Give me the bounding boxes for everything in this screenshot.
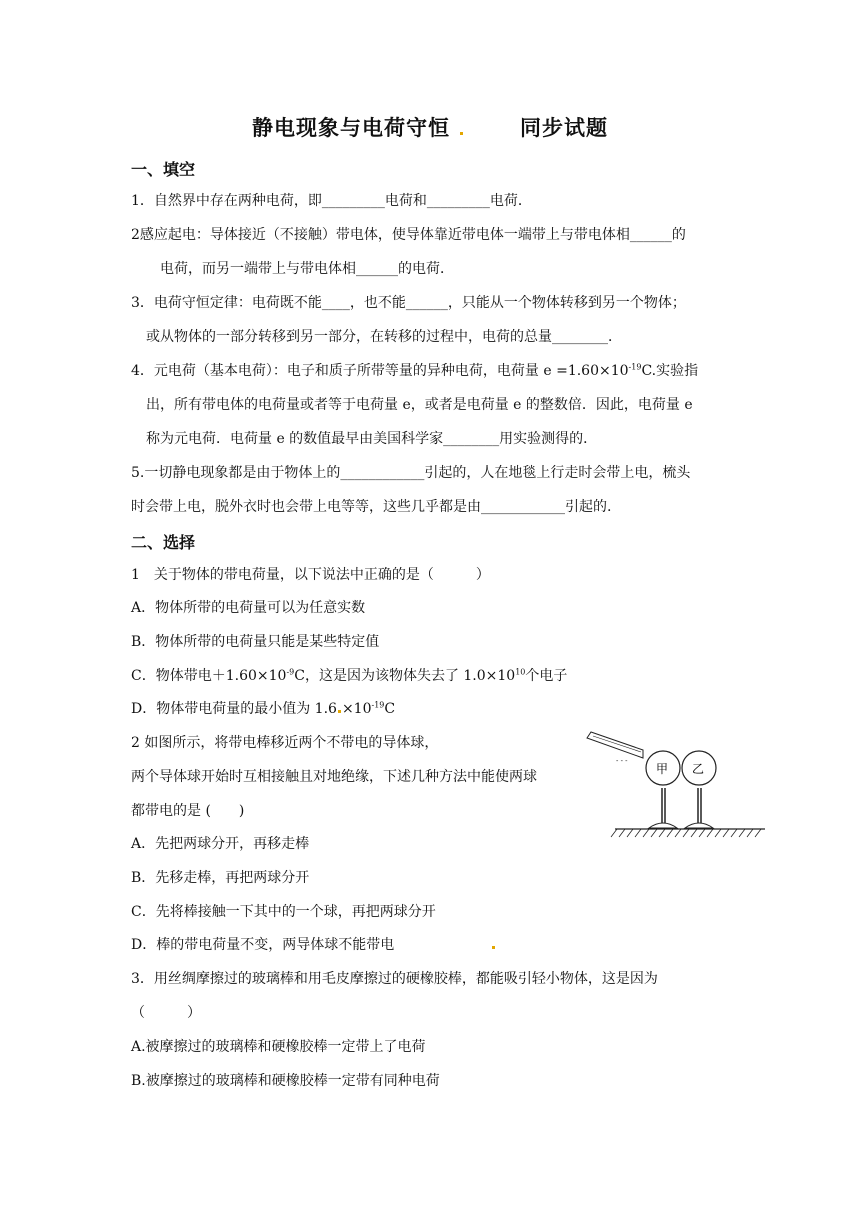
choice-q1-option-c <box>131 666 567 686</box>
c-text-b: C，这是因为该物体失去了 1.0×10 <box>294 668 516 684</box>
q4-exponent: -19 <box>628 362 642 372</box>
fill-q2-line2: 电荷，而另一端带上与带电体相______的电荷． <box>160 261 454 277</box>
fill-q3-line2: 或从物体的一部分转移到另一部分，在转移的过程中，电荷的总量________． <box>146 329 622 345</box>
choice-q1-option-a: A．物体所带的电荷量可以为任意实数 <box>131 600 366 616</box>
q4-text-b: C.实验指 <box>641 363 699 379</box>
fill-q5-line2: 时会带上电，脱外衣时也会带上电等等，这些几乎都是由____________引起的. <box>131 499 612 515</box>
choice-q2-line3: 都带电的是 ( ) <box>131 803 245 819</box>
fill-q2-line1: 2感应起电：导体接近（不接触）带电体，使导体靠近带电体一端带上与带电体相______的 <box>131 227 686 243</box>
title-main: 静电现象与电荷守恒 <box>252 116 450 140</box>
choice-q2-option-a: A．先把两球分开，再移走棒 <box>131 836 310 852</box>
mark-dot <box>492 946 495 949</box>
fill-q4-line2: 出，所有带电体的电荷量或者等于电荷量 e，或者是电荷量 e 的整数倍．因此，电荷量 e <box>146 397 693 413</box>
d-text-b: ×10 <box>341 701 372 717</box>
svg-text:- - -: - - - <box>616 757 628 765</box>
electrostatic-figure <box>583 728 773 844</box>
page-title <box>0 112 860 142</box>
choice-q3-option-b: B.被摩擦过的玻璃棒和硬橡胶棒一定带有同种电荷 <box>131 1073 440 1089</box>
choice-q3-line1: 3．用丝绸摩擦过的玻璃棒和用毛皮摩擦过的硬橡胶棒，都能吸引轻小物体，这是因为 <box>131 971 658 987</box>
choice-q1-option-b: B．物体所带的电荷量只能是某些特定值 <box>131 634 380 650</box>
d-text-a: D．物体带电荷量的最小值为 1.6 <box>131 701 337 717</box>
choice-q3-line2: （ ） <box>131 1005 201 1021</box>
choice-q1-stem: 1 关于物体的带电荷量，以下说法中正确的是（ ） <box>131 567 490 583</box>
choice-q1-option-d <box>131 699 395 719</box>
c-exp-1: -9 <box>286 667 295 677</box>
base-right <box>685 823 713 828</box>
charged-rod <box>587 732 643 765</box>
section-heading-choice: 二、选择 <box>131 533 196 552</box>
q4-text-a: 4．元电荷（基本电荷）：电子和质子所带等量的异种电荷，电荷量 e =1.60×10 <box>131 363 629 379</box>
title-sub: 同步试题 <box>520 116 608 140</box>
c-exp-2: 10 <box>515 667 526 677</box>
mark-dot <box>460 132 463 135</box>
section-heading-fill: 一、填空 <box>131 160 196 179</box>
ball-label-left: 甲 <box>656 762 669 776</box>
fill-q1: 1．自然界中存在两种电荷，即_________电荷和_________电荷． <box>131 193 532 209</box>
choice-q2-line2: 两个导体球开始时互相接触且对地绝缘，下述几种方法中能使两球 <box>131 769 537 785</box>
c-text-a: C．物体带电＋1.60×10 <box>131 668 287 684</box>
fill-q3-line1: 3．电荷守恒定律：电荷既不能____，也不能______，只能从一个物体转移到另一个物体； <box>131 295 686 311</box>
fill-q4-line3: 称为元电荷．电荷量 e 的数值最早由美国科学家________用实验测得的． <box>146 431 598 447</box>
choice-q3-option-a: A.被摩擦过的玻璃棒和硬橡胶棒一定带上了电荷 <box>131 1039 426 1055</box>
d-text-c: C <box>384 701 396 717</box>
fill-q5-line1: 5.一切静电现象都是由于物体上的____________引起的，人在地毯上行走时会带上电，梳头 <box>131 465 691 481</box>
c-text-c: 个电子 <box>525 668 568 684</box>
d-exp: -19 <box>371 700 385 710</box>
fill-q4-line1 <box>131 361 698 381</box>
choice-q2-line1: 2 如图所示，将带电棒移近两个不带电的导体球， <box>131 735 439 751</box>
choice-q2-option-b: B．先移走棒，再把两球分开 <box>131 870 310 886</box>
base-left <box>649 823 677 828</box>
ground-hatch <box>611 829 761 837</box>
choice-q2-option-d: D．棒的带电荷量不变，两导体球不能带电 <box>131 937 395 953</box>
choice-q2-option-c: C．先将棒接触一下其中的一个球，再把两球分开 <box>131 904 436 920</box>
mark-dot <box>338 710 341 713</box>
ball-label-right: 乙 <box>692 762 705 776</box>
